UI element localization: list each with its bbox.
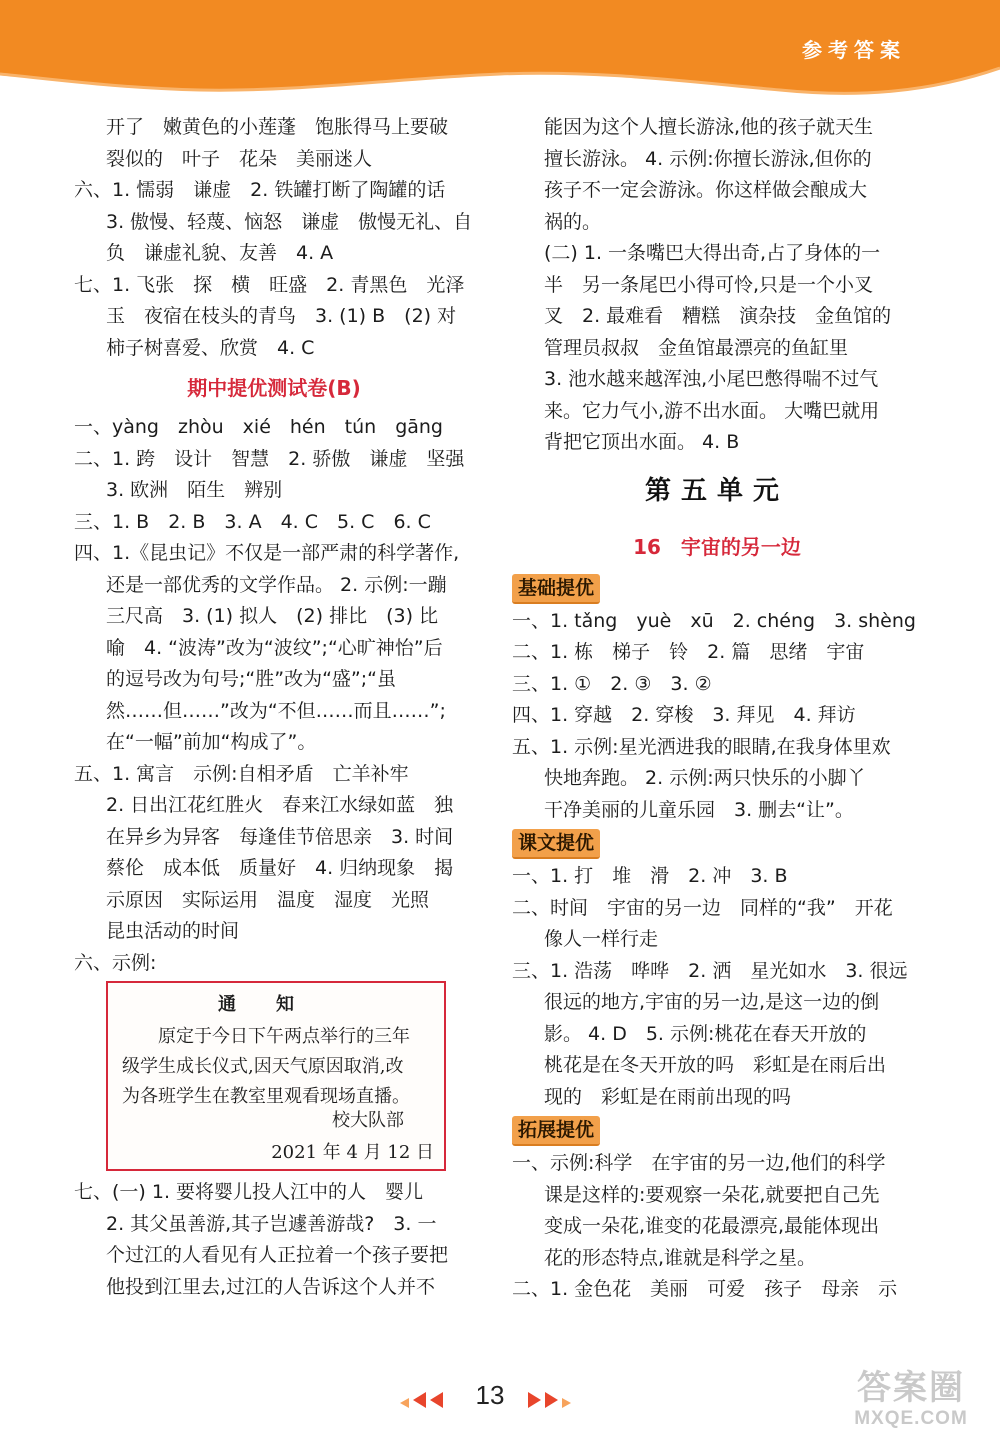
notice-date: 2021 年 4 月 12 日 [271, 1142, 434, 1163]
left-column [74, 112, 474, 1303]
left-answer-block-b [74, 412, 474, 979]
answer-line: 花的形态特点,谁就是科学之星。 [544, 1246, 817, 1269]
answer-line: 六、1. 懦弱 谦虚 2. 铁罐打断了陶罐的话 [74, 179, 446, 201]
answer-line: 六、示例: [74, 951, 157, 974]
notice-signature: 校大队部 [332, 1110, 404, 1131]
answer-line: 四、1.《昆虫记》不仅是一部严肃的科学著作, [74, 542, 460, 564]
tag-text: 课文提优 [512, 829, 600, 859]
answer-line: 二、时间 宇宙的另一边 同样的“我” 开花 [512, 896, 893, 919]
answer-line: 昆虫活动的时间 [106, 920, 240, 942]
watermark-top: 答案圈 [857, 1368, 965, 1408]
answer-line: 变成一朵花,谁变的花最漂亮,最能体现出 [544, 1215, 880, 1237]
answer-line: 三、1. ① 2. ③ 3. ② [512, 672, 712, 695]
answer-line: 一、示例:科学 在宇宙的另一边,他们的科学 [512, 1152, 886, 1174]
answer-line: 四、1. 穿越 2. 穿梭 3. 拜见 4. 拜访 [512, 704, 856, 726]
answer-line: 开了 嫩黄色的小莲蓬 饱胀得马上要破 [106, 116, 449, 138]
answer-line: 孩子不一定会游泳。你这样做会酿成大 [544, 179, 868, 201]
answer-line: 干净美丽的儿童乐园 3. 删去“让”。 [544, 798, 854, 821]
watermark-bottom: MXQE.COM [854, 1408, 968, 1429]
answer-line: 的逗号改为句号;“胜”改为“盛”;“虽 [106, 668, 397, 690]
answer-line: 裂似的 叶子 花朵 美丽迷人 [106, 147, 373, 170]
answer-line: 一、1. tǎng yuè xū 2. chéng 3. shèng [512, 609, 916, 632]
notice-body-line: 原定于今日下午两点举行的三年 [122, 1026, 410, 1047]
answer-line: 蔡伦 成本低 质量好 4. 归纳现象 揭 [106, 857, 454, 879]
answer-line: 喻 4. “波涛”改为“波纹”;“心旷神怡”后 [106, 636, 443, 659]
answer-line: 祸的。 [544, 210, 602, 233]
answer-line: 还是一部优秀的文学作品。 2. 示例:一蹦 [106, 573, 447, 596]
right-column [512, 112, 922, 1306]
answer-line: 课是这样的:要观察一朵花,就要把自己先 [544, 1183, 880, 1206]
notice-title: 通知 [218, 994, 334, 1015]
answer-line: 七、1. 飞张 探 横 旺盛 2. 青黑色 光泽 [74, 273, 465, 296]
header-title: 参考答案 [802, 38, 906, 62]
answer-line: (二) 1. 一条嘴巴大得出奇,占了身体的一 [544, 242, 881, 264]
notice-body-line: 为各班学生在教室里观看现场直播。 [122, 1086, 410, 1107]
prev-arrows-icon [398, 1392, 445, 1412]
answer-line: 3. 欧洲 陌生 辨别 [106, 479, 283, 501]
answer-line: 来。它力气小,游不出水面。 大嘴巴就用 [544, 399, 880, 422]
answer-line: 一、1. 打 堆 滑 2. 冲 3. B [512, 865, 788, 887]
answer-line: 负 谦虚礼貌、友善 4. A [106, 242, 334, 264]
answer-line: 然……但……”改为“不但……而且……”; [106, 699, 446, 722]
next-arrows-icon [526, 1392, 573, 1412]
answer-line: 七、(一) 1. 要将婴儿投人江中的人 婴儿 [74, 1181, 424, 1203]
answer-line: 很远的地方,宇宙的另一边,是这一边的倒 [544, 991, 880, 1013]
answer-line: 3. 傲慢、轻蔑、恼怒 谦虚 傲慢无礼、自 [106, 210, 473, 233]
page-number: 13 [475, 1380, 505, 1410]
tag-basic: 基础提优 [512, 574, 600, 604]
answer-line: 管理员叔叔 金鱼馆最漂亮的鱼缸里 [544, 336, 849, 359]
left-answer-block-c [74, 1177, 474, 1303]
left-answer-block-a [74, 112, 474, 364]
answer-line: 示原因 实际运用 温度 湿度 光照 [106, 888, 430, 911]
answer-line: 二、1. 栋 梯子 铃 2. 篇 思绪 宇宙 [512, 641, 865, 663]
answer-line: 他投到江里去,过江的人告诉这个人并不 [106, 1275, 436, 1298]
answer-line: 2. 其父虽善游,其子岂遽善游哉? 3. 一 [106, 1212, 437, 1235]
lesson-title: 16 宇宙的另一边 [633, 534, 801, 559]
answer-line: 玉 夜宿在枝头的青鸟 3. (1) B (2) 对 [106, 305, 457, 327]
right-answer-block-c [512, 861, 922, 1113]
answer-line: 快地奔跑。 2. 示例:两只快乐的小脚丫 [544, 767, 866, 789]
answer-line: 桃花是在冬天开放的吗 彩虹是在雨后出 [544, 1054, 887, 1076]
answer-line: 三、1. 浩荡 哗哗 2. 洒 星光如水 3. 很远 [512, 959, 908, 982]
answer-line: 3. 池水越来越浑浊,小尾巴憋得喘不过气 [544, 368, 879, 390]
notice-body-line: 级学生成长仪式,因天气原因取消,改 [122, 1056, 404, 1077]
right-answer-block-b [512, 606, 922, 827]
answer-line: 五、1. 示例:星光洒进我的眼睛,在我身体里欢 [512, 735, 891, 758]
answer-line: 个过江的人看见有人正拉着一个孩子要把 [106, 1244, 449, 1266]
answer-line: 三尺高 3. (1) 拟人 (2) 排比 (3) 比 [106, 605, 439, 627]
answer-line: 像人一样行走 [544, 928, 659, 950]
answer-line: 现的 彩虹是在雨前出现的吗 [544, 1085, 792, 1108]
unit-title: 第五单元 [644, 475, 789, 506]
right-answer-block-d [512, 1148, 922, 1306]
section-title-midterm: 期中提优测试卷(B) [187, 376, 361, 400]
answer-line: 二、1. 金色花 美丽 可爱 孩子 母亲 示 [512, 1278, 898, 1300]
answer-line: 在异乡为异客 每逢佳节倍思亲 3. 时间 [106, 825, 454, 848]
answer-line: 擅长游泳。 4. 示例:你擅长游泳,但你的 [544, 147, 872, 170]
answer-line: 五、1. 寓言 示例:自相矛盾 亡羊补牢 [74, 762, 409, 785]
answer-line: 2. 日出江花红胜火 春来江水绿如蓝 独 [106, 794, 454, 816]
tag-extension: 拓展提优 [512, 1116, 600, 1146]
notice-box [106, 981, 446, 1171]
answer-line: 背把它顶出水面。 4. B [544, 431, 740, 453]
right-answer-block-a [512, 112, 922, 459]
answer-line: 一、yàng zhòu xié hén tún gāng [74, 416, 443, 438]
answer-line: 二、1. 跨 设计 智慧 2. 骄傲 谦虚 坚强 [74, 447, 465, 470]
answer-line: 柿子树喜爱、欣赏 4. C [106, 336, 315, 359]
answer-line: 在“一幅”前加“构成了”。 [106, 731, 317, 753]
answer-line: 半 另一条尾巴小得可怜,只是一个小叉 [544, 273, 874, 296]
answer-line: 影。 4. D 5. 示例:桃花在春天开放的 [544, 1022, 867, 1045]
answer-line: 能因为这个人擅长游泳,他的孩子就天生 [544, 116, 874, 138]
watermark-logo [836, 1368, 986, 1438]
answer-line: 叉 2. 最难看 糟糕 演杂技 金鱼馆的 [544, 305, 892, 327]
answer-line: 三、1. B 2. B 3. A 4. C 5. C 6. C [74, 510, 431, 533]
